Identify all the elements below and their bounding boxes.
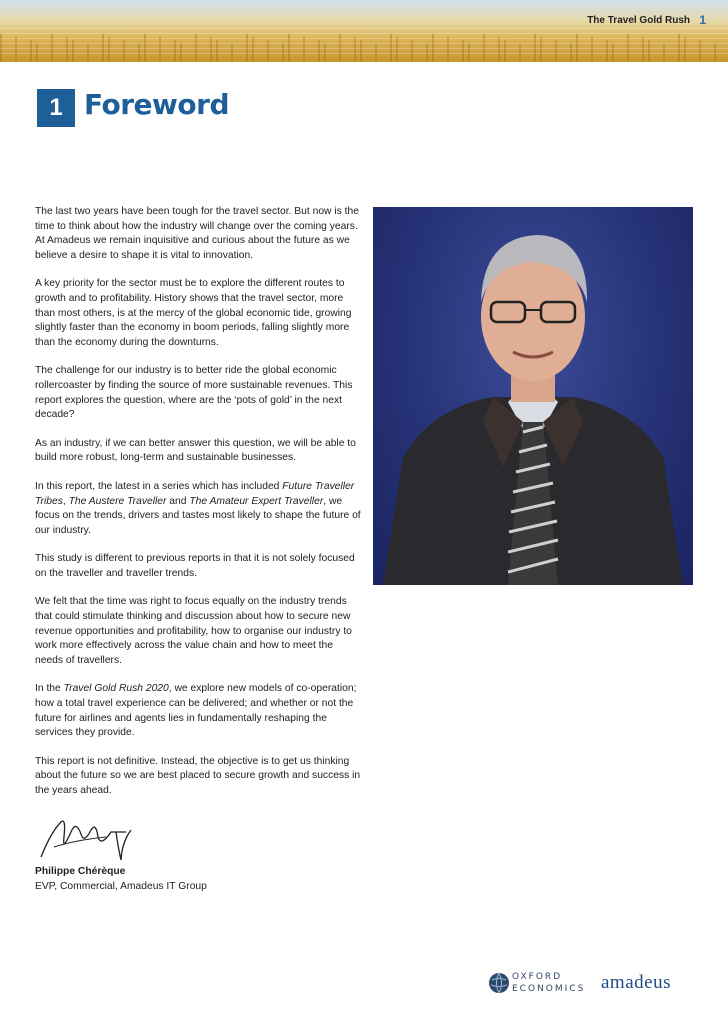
text-run: This study is different to previous reports in that it is not solely focused on the traveller and traveller trends. — [35, 553, 355, 579]
italic-title-run: Travel Gold Rush 2020 — [63, 683, 169, 695]
text-run: In the — [35, 683, 64, 695]
oxford-economics-logo — [488, 970, 586, 998]
text-run: , — [62, 495, 69, 507]
text-run: , we explore new models of co-operation; how a total travel experience can be delivered; and whether or not the future for airlines and agents lies in fundamentally reshaping the services they provide. — [35, 683, 357, 739]
banner-texture — [36, 43, 38, 62]
banner-texture — [231, 43, 233, 62]
banner-texture — [51, 34, 53, 62]
banner-texture — [87, 43, 89, 62]
banner-texture — [72, 40, 74, 62]
italic-title-run: Future Traveller Tribes — [35, 480, 355, 507]
banner-texture — [0, 33, 728, 34]
banner-texture — [390, 34, 392, 62]
banner-texture — [642, 37, 644, 62]
banner-texture — [282, 43, 284, 62]
author-portrait-photo — [373, 207, 693, 585]
banner-texture — [534, 34, 536, 62]
banner-texture — [684, 37, 686, 62]
banner-texture — [411, 40, 413, 62]
body-paragraph — [35, 437, 361, 466]
banner-texture — [0, 28, 728, 29]
banner-texture — [210, 37, 212, 62]
banner-texture — [714, 43, 716, 62]
banner-texture — [324, 43, 326, 62]
banner-texture — [483, 34, 485, 62]
oxford-logo-line2: ECONOMICS — [512, 984, 586, 994]
wheat-field-banner — [0, 0, 728, 62]
oxford-logo-line1: OXFORD — [512, 972, 563, 982]
page-number: 1 — [699, 13, 706, 27]
banner-texture — [216, 40, 218, 62]
banner-texture — [66, 37, 68, 62]
text-run: We felt that the time was right to focus equally on the industry trends that could stimulate thinking and discussion about how to secure new revenue opportunities and profitability, how to organise our industry to work more effectively across the value chain and how to meet the needs of travellers. — [35, 596, 352, 666]
banner-texture — [0, 34, 2, 62]
portrait-illustration — [373, 207, 693, 585]
chapter-title: Foreword — [84, 88, 229, 121]
banner-texture — [627, 34, 629, 62]
banner-texture — [699, 40, 701, 62]
banner-texture — [396, 37, 398, 62]
amadeus-logo: amadeus — [601, 972, 671, 993]
banner-texture — [174, 40, 176, 62]
banner-texture — [606, 40, 608, 62]
body-paragraph — [35, 552, 361, 581]
body-paragraph — [35, 205, 361, 263]
banner-texture — [180, 43, 182, 62]
banner-texture — [246, 34, 248, 62]
banner-texture — [144, 34, 146, 62]
banner-texture — [138, 43, 140, 62]
banner-texture — [318, 40, 320, 62]
banner-texture — [108, 37, 110, 62]
text-run: As an industry, if we can better answer this question, we will be able to build more robust, long-term and sustainable businesses. — [35, 437, 356, 464]
banner-texture — [591, 37, 593, 62]
body-paragraph — [35, 480, 361, 538]
banner-texture — [267, 40, 269, 62]
text-run: The last two years have been tough for the travel sector. But now is the time to think about how the industry will change over the coming years. At Amadeus we remain inquisitive and curious about the future as we believe a desire to shape it is vital to innovation. — [35, 206, 359, 261]
banner-texture — [612, 43, 614, 62]
banner-texture — [468, 43, 470, 62]
banner-texture — [555, 40, 557, 62]
body-paragraph — [35, 364, 361, 422]
banner-texture — [447, 37, 449, 62]
signer-name: Philippe Chérèque — [35, 866, 126, 877]
text-run: The challenge for our industry is to better ride the global economic rollercoaster by finding the source of more sustainable revenues. This report explores the question, where are the ‘pots of gold’ in the next decade? — [35, 365, 353, 421]
body-paragraph — [35, 277, 361, 350]
banner-texture — [519, 43, 521, 62]
text-run: A key priority for the sector must be to explore the different routes to growth and to profitability. History shows that the travel sector, more than most others, is at the mercy of the global economic tide, growing slightly faster than the economy in boom periods, falling slightly more than the economy during the downturns. — [35, 278, 352, 348]
body-paragraph — [35, 682, 361, 740]
banner-texture — [123, 40, 125, 62]
text-run: and — [166, 495, 190, 507]
banner-texture — [375, 43, 377, 62]
banner-texture — [288, 34, 290, 62]
chapter-number-box: 1 — [37, 89, 75, 127]
body-paragraph — [35, 595, 361, 668]
banner-texture — [498, 37, 500, 62]
signer-role: EVP, Commercial, Amadeus IT Group — [35, 881, 207, 892]
banner-texture — [678, 34, 680, 62]
banner-texture — [432, 34, 434, 62]
text-run: This report is not definitive. Instead, the objective is to get us thinking about the future so we are best placed to secure growth and success in the years ahead. — [35, 755, 361, 796]
banner-texture — [462, 40, 464, 62]
body-paragraph — [35, 755, 361, 799]
oxford-globe-icon — [488, 972, 510, 994]
banner-texture — [102, 34, 104, 62]
banner-texture — [540, 37, 542, 62]
italic-title-run: The Amateur Expert Traveller — [189, 495, 324, 507]
text-run: , we focus on the trends, drivers and tastes most likely to shape the future of our industry. — [35, 495, 361, 536]
banner-texture — [195, 34, 197, 62]
banner-texture — [426, 43, 428, 62]
italic-title-run: The Austere Traveller — [68, 495, 167, 507]
banner-texture — [15, 37, 17, 62]
banner-texture — [360, 40, 362, 62]
banner-texture — [648, 40, 650, 62]
text-run: In this report, the latest in a series which has included — [35, 480, 283, 492]
banner-texture — [576, 34, 578, 62]
banner-texture — [339, 34, 341, 62]
banner-texture — [252, 37, 254, 62]
banner-texture — [354, 37, 356, 62]
banner-texture — [30, 40, 32, 62]
banner-texture — [303, 37, 305, 62]
banner-texture — [159, 37, 161, 62]
banner-texture — [663, 43, 665, 62]
banner-texture — [504, 40, 506, 62]
foreword-body — [35, 205, 361, 813]
banner-texture — [570, 43, 572, 62]
signature-mark — [36, 812, 136, 867]
running-title: The Travel Gold Rush — [587, 15, 690, 26]
